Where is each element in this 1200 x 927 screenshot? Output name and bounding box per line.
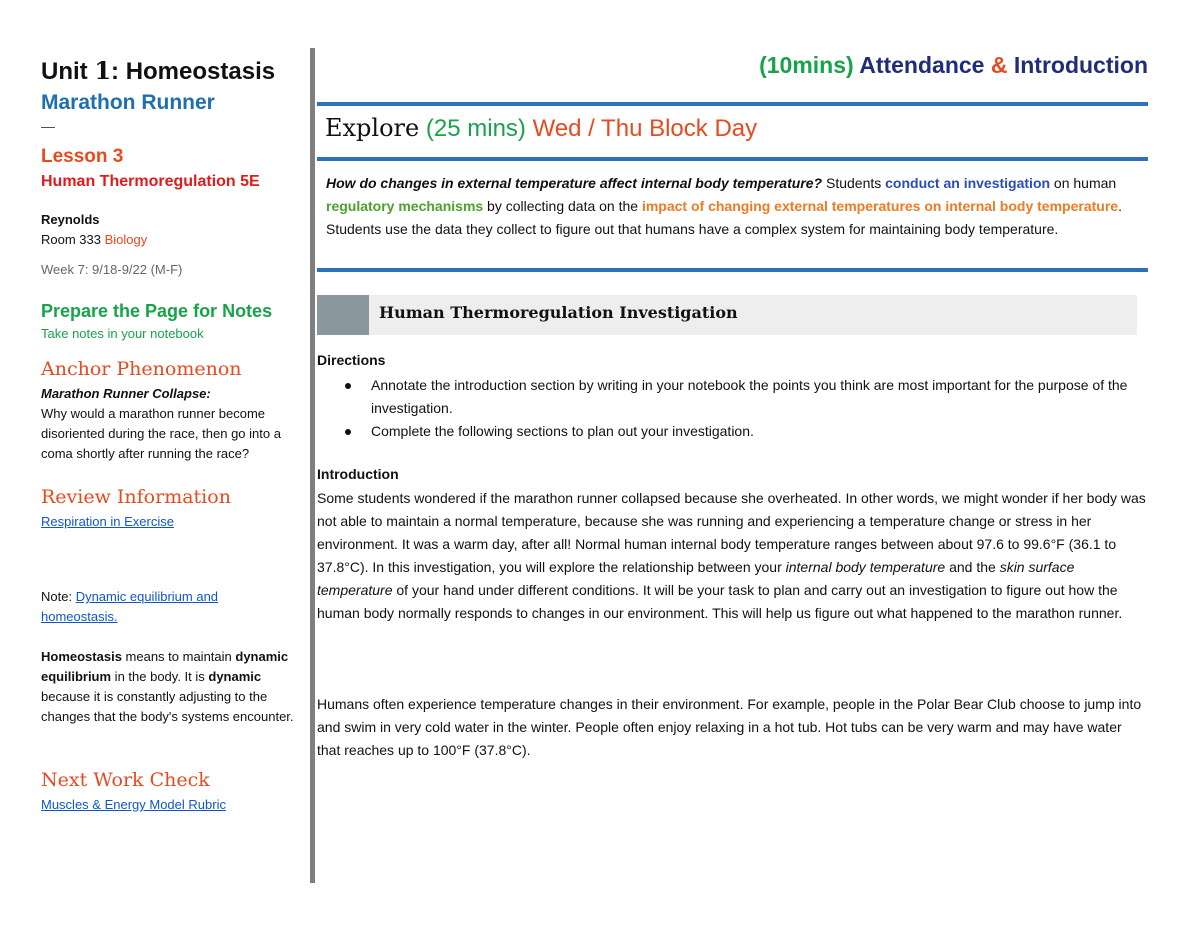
rubric-link[interactable]: Muscles & Energy Model Rubric (41, 797, 226, 812)
review-link-wrap (41, 512, 309, 532)
respiration-link[interactable]: Respiration in Exercise (41, 514, 174, 529)
directions-heading: Directions (317, 352, 386, 368)
direction-item: Annotate the introduction section by writing in your notebook the points you think are most important for the purpose of the investigation. (371, 374, 1146, 420)
teacher-name: Reynolds (41, 212, 100, 227)
banner-square (317, 295, 369, 335)
rule-explore (317, 157, 1148, 161)
direction-item: Complete the following sections to plan out your investigation. (371, 420, 1146, 443)
dynamic-equilibrium-link[interactable]: Dynamic equilibrium and homeostasis. (41, 589, 219, 624)
anchor-subheading: Marathon Runner Collapse: (41, 386, 211, 401)
note-text: Note: Dynamic equilibrium and homeostasis. (41, 589, 219, 624)
unit-title: Unit 1: Homeostasis (41, 56, 276, 85)
prepare-text: Take notes in your notebook (41, 326, 204, 341)
attendance-heading: (10mins) Attendance & Introduction (759, 52, 1148, 78)
unit-subtitle: Marathon Runner (41, 91, 215, 114)
explore-summary: How do changes in external temperature affect internal body temperature? Students conduct an investigation on human regulatory mechanisms by collecting data on the impact of changing external temperatures on internal body temperature. Students use the data they collect to figure out that humans have a complex system for maintaining body temperature. (326, 175, 1122, 237)
homeostasis-definition: Homeostasis means to maintain dynamic equilibrium in the body. It is dynamic because it is constantly adjusting to the changes that the body's systems encounter. (41, 649, 294, 724)
lesson-number: Lesson 3 (41, 146, 124, 167)
introduction-paragraph: Some students wondered if the marathon runner collapsed because she overheated. In other words, we might wonder if her body was not able to maintain a normal temperature, because she was running and experiencing a temperature change or stress in her environment. It was a warm day, after all! Normal human internal body temperature ranges between about 97.6 to 99.6°F (36.1 to 37.8°C). In this investigation, you will explore the relationship between your internal body temperature and the skin surface temperature of your hand under different conditions. It will be your task to plan and carry out an investigation to figure out how the human body normally responds to changes in our environment. This will help us figure out what happened to the marathon runner. (317, 490, 1146, 621)
anchor-text: Why would a marathon runner become disoriented during the race, then go into a coma shortly after running the race? (41, 406, 281, 461)
lesson-title: Human Thermoregulation 5E (41, 173, 260, 190)
investigation-banner (317, 295, 1137, 335)
rule-summary (317, 268, 1148, 272)
sidebar (41, 55, 309, 815)
next-link-wrap (41, 795, 309, 815)
directions-list (317, 374, 1200, 443)
next-work-heading: Next Work Check (41, 769, 210, 791)
prepare-heading: Prepare the Page for Notes (41, 301, 273, 321)
review-heading: Review Information (41, 486, 231, 508)
explore-heading: Explore (25 mins) Wed / Thu Block Day (325, 114, 758, 142)
subtitle-dash: — (41, 118, 55, 134)
anchor-heading: Anchor Phenomenon (41, 358, 242, 380)
temperature-paragraph: Humans often experience temperature changes in their environment. For example, people in the Polar Bear Club choose to jump into and swim in very cold water in the winter. People often enjoy relaxing in a hot tub. Hot tubs can be very warm and may have water that reaches up to 100°F (37.8°C). (317, 696, 1142, 758)
week-dates: Week 7: 9/18-9/22 (M-F) (41, 262, 183, 277)
room-info: Room 333 Biology (41, 232, 148, 247)
introduction-heading: Introduction (317, 466, 399, 482)
rule-top (317, 102, 1148, 106)
investigation-title: Human Thermoregulation Investigation (379, 303, 738, 322)
column-divider (310, 48, 315, 883)
